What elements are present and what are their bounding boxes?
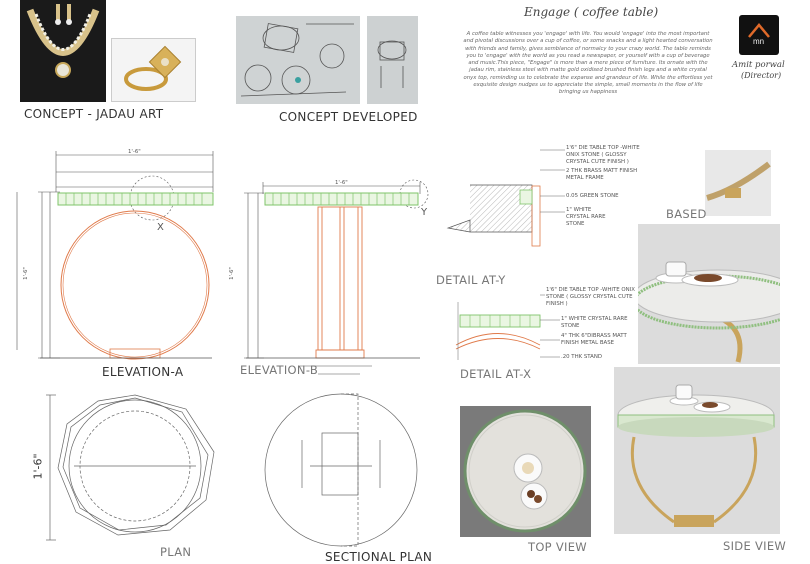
elev-b-width-dim: 1'-6" xyxy=(335,180,348,186)
top-view-render xyxy=(460,406,591,537)
side-view-render xyxy=(614,367,780,534)
detail-x-note-2: 1" WHITE CRYSTAL RARE STONE xyxy=(561,316,628,329)
caption-elevation-a: ELEVATION-A xyxy=(102,365,184,379)
detail-y-note-2: 2 THK BRASS MATT FINISH METAL FRAME xyxy=(566,168,638,181)
base-render-illustration xyxy=(705,150,771,216)
caption-based: BASED xyxy=(666,207,707,221)
render-top-perspective xyxy=(638,224,780,364)
project-title: Engage ( coffee table) xyxy=(524,5,659,19)
designer-name: Amit porwal xyxy=(732,60,785,70)
elev-b-height-dim: 1'-6" xyxy=(228,267,235,280)
caption-plan: PLAN xyxy=(160,545,192,559)
top-view-illustration xyxy=(460,406,591,537)
caption-sectional-plan: SECTIONAL PLAN xyxy=(325,550,433,564)
detail-x-note-4: .20 THK STAND xyxy=(561,354,603,360)
logo-text: mn xyxy=(753,37,765,46)
detail-x-note-3: 4" THK 6"DIBRASS MATT FINISH METAL BASE xyxy=(561,333,627,346)
detail-y-note-1: 1'6" DIE TABLE TOP -WHITE ONIX STONE ( GLOSSY CRYSTAL CUTE FINISH ) xyxy=(566,145,640,165)
caption-detail-x: DETAIL AT-X xyxy=(460,367,532,381)
caption-detail-y: DETAIL AT-Y xyxy=(436,273,506,287)
plan-height-dim: 1'-6" xyxy=(31,453,45,480)
render-perspective-illustration xyxy=(638,224,780,364)
caption-side-view: SIDE VIEW xyxy=(723,539,787,553)
detail-x-note-1: 1'6" DIE TABLE TOP -WHITE ONIX STONE ( GLOSSY CRYSTAL CUTE FINISH ) xyxy=(546,287,635,307)
project-description: A coffee table witnesses you 'engage' with life. You would 'engage' into the most important and pivotal discussions over a cup of coffee, or some snacks and a light hearted conversation with friends and family, gives semblance of normalcy to your crazy world. The table reminds you to 'engage' with the world as you read a newspaper, or yourself with a cup of beverage and music.This piece, "Engage" is more than a mere piece of furniture. Its ornate with the jadau rim, stainless steel with matte gold oxidised brushed finish legs and a white crystal onyx top, reminding us to celebrate the expanse and grandeur of life. While the effortless yet exquisite design nudges us to appreciate the simple, small moments in the flow of life bringing us happiness xyxy=(463,31,713,96)
caption-concept-developed: CONCEPT DEVELOPED xyxy=(279,110,418,124)
elev-b-marker-y: Y xyxy=(421,207,428,218)
side-view-illustration xyxy=(614,367,780,534)
detail-y-note-4: 1" WHITE CRYSTAL RARE STONE xyxy=(566,207,606,227)
elev-a-height-dim: 1'-6" xyxy=(22,267,29,280)
caption-concept-jadau: CONCEPT - JADAU ART xyxy=(24,107,164,121)
detail-y-note-3: 0.05 GREEN STONE xyxy=(566,193,619,199)
caption-top-view: TOP VIEW xyxy=(528,540,587,554)
designer-role: (Director) xyxy=(741,71,782,80)
base-render xyxy=(705,150,771,216)
elev-a-marker-x: X xyxy=(157,222,164,233)
caption-elevation-b: ELEVATION-B xyxy=(240,363,319,377)
elev-a-width-dim: 1'-6" xyxy=(128,149,141,155)
